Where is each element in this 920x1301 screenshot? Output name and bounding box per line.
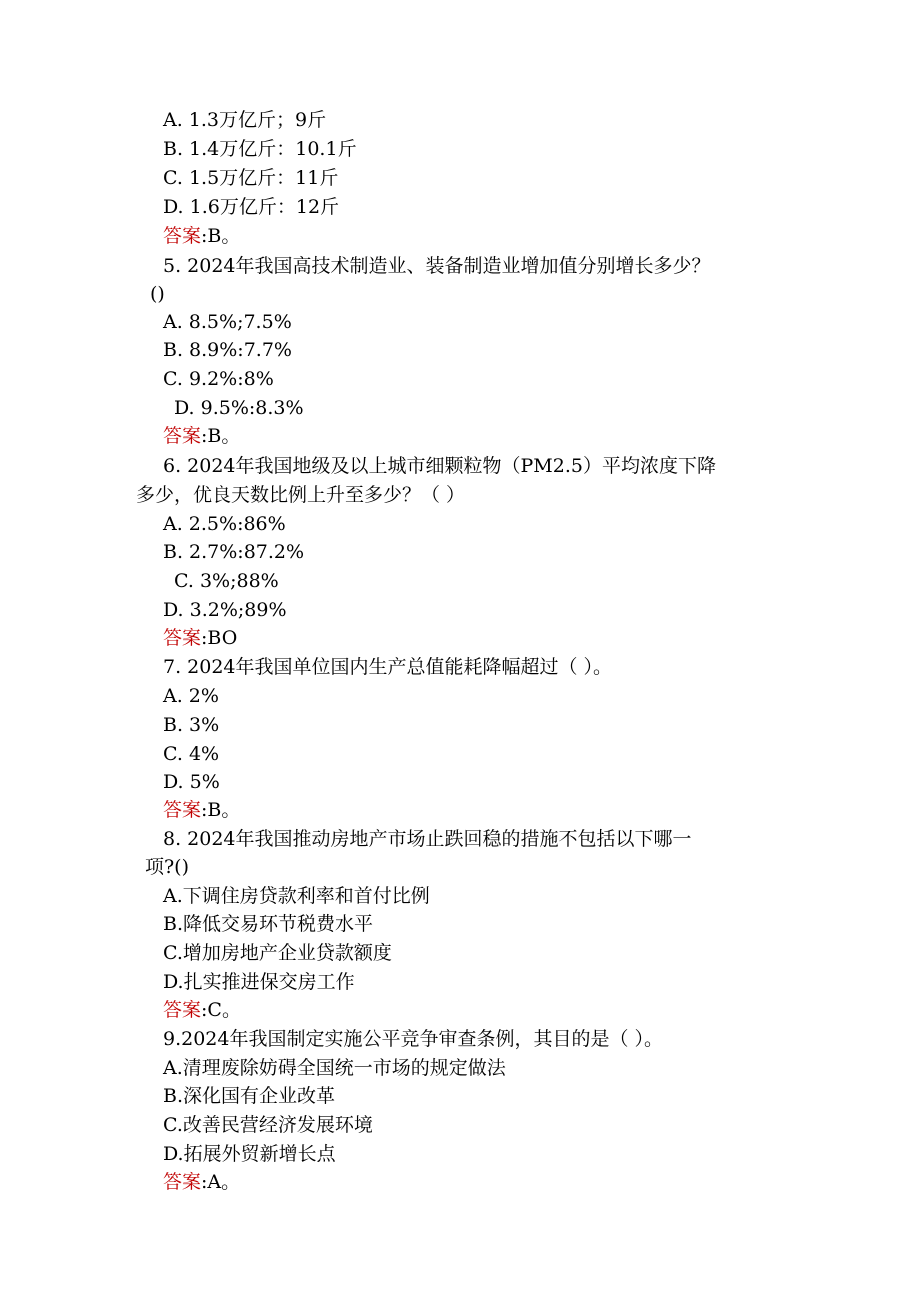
answer-value: :B。 xyxy=(201,799,241,821)
option-d: D.拓展外贸新增长点 xyxy=(163,1143,336,1165)
option-c: C.增加房地产企业贷款额度 xyxy=(163,942,392,964)
question-5-text-cont: () xyxy=(150,283,165,305)
option-d: D. 1.6万亿斤：12斤 xyxy=(163,196,340,218)
question-5-text: 5. 2024年我国高技术制造业、装备制造业增加值分别增长多少？ xyxy=(163,255,711,277)
option-c: C. 3%;88% xyxy=(174,570,279,592)
option-b: B. 8.9%:7.7% xyxy=(163,339,292,361)
answer-line xyxy=(163,422,240,450)
option-b: B. 1.4万亿斤：10.1斤 xyxy=(163,138,357,160)
answer-label: 答案 xyxy=(163,225,202,247)
answer-value: :A。 xyxy=(201,1171,241,1193)
answer-label: 答案 xyxy=(163,999,202,1021)
option-c: C. 9.2%:8% xyxy=(163,368,274,390)
option-b: B.深化国有企业改革 xyxy=(163,1085,336,1107)
answer-label: 答案 xyxy=(163,799,202,821)
answer-line xyxy=(163,1168,240,1196)
option-b: B. 3% xyxy=(163,714,220,736)
option-a: A. 2% xyxy=(163,685,219,707)
question-8-text-cont: 项?() xyxy=(145,856,190,878)
option-c: C. 1.5万亿斤：11斤 xyxy=(163,167,339,189)
option-a: A. 1.3万亿斤；9斤 xyxy=(163,109,327,131)
option-a: A.下调住房贷款利率和首付比例 xyxy=(163,885,430,907)
option-b: B.降低交易环节税费水平 xyxy=(163,913,374,935)
option-a: A. 2.5%:86% xyxy=(163,513,286,535)
option-d: D. 5% xyxy=(163,771,220,793)
option-a: A.清理废除妨碍全国统一市场的规定做法 xyxy=(163,1057,506,1079)
option-a: A. 8.5%;7.5% xyxy=(163,311,292,333)
answer-label: 答案 xyxy=(163,627,202,649)
answer-line xyxy=(163,624,237,652)
answer-line xyxy=(163,222,240,250)
answer-label: 答案 xyxy=(163,425,202,447)
question-6-text-cont: 多少，优良天数比例上升至多少？（ ） xyxy=(136,484,466,506)
answer-label: 答案 xyxy=(163,1171,202,1193)
question-9-text: 9.2024年我国制定实施公平竞争审查条例，其目的是（ ）。 xyxy=(163,1028,664,1050)
answer-line xyxy=(163,996,241,1024)
question-7-text: 7. 2024年我国单位国内生产总值能耗降幅超过（ ）。 xyxy=(163,656,613,678)
option-d: D. 3.2%;89% xyxy=(163,599,287,621)
answer-value: :B。 xyxy=(201,425,241,447)
answer-value: :BO xyxy=(201,627,238,649)
option-d: D.扎实推进保交房工作 xyxy=(163,971,355,993)
question-8-text: 8. 2024年我国推动房地产市场止跌回稳的措施不包括以下哪一 xyxy=(163,828,692,850)
option-c: C. 4% xyxy=(163,743,220,765)
answer-value: :B。 xyxy=(201,225,241,247)
option-d: D. 9.5%:8.3% xyxy=(174,397,304,419)
option-c: C.改善民营经济发展环境 xyxy=(163,1114,373,1136)
answer-value: :C。 xyxy=(201,999,241,1021)
option-b: B. 2.7%:87.2% xyxy=(163,541,305,563)
answer-line xyxy=(163,796,240,824)
question-6-text: 6. 2024年我国地级及以上城市细颗粒物（PM2.5）平均浓度下降 xyxy=(163,455,716,477)
